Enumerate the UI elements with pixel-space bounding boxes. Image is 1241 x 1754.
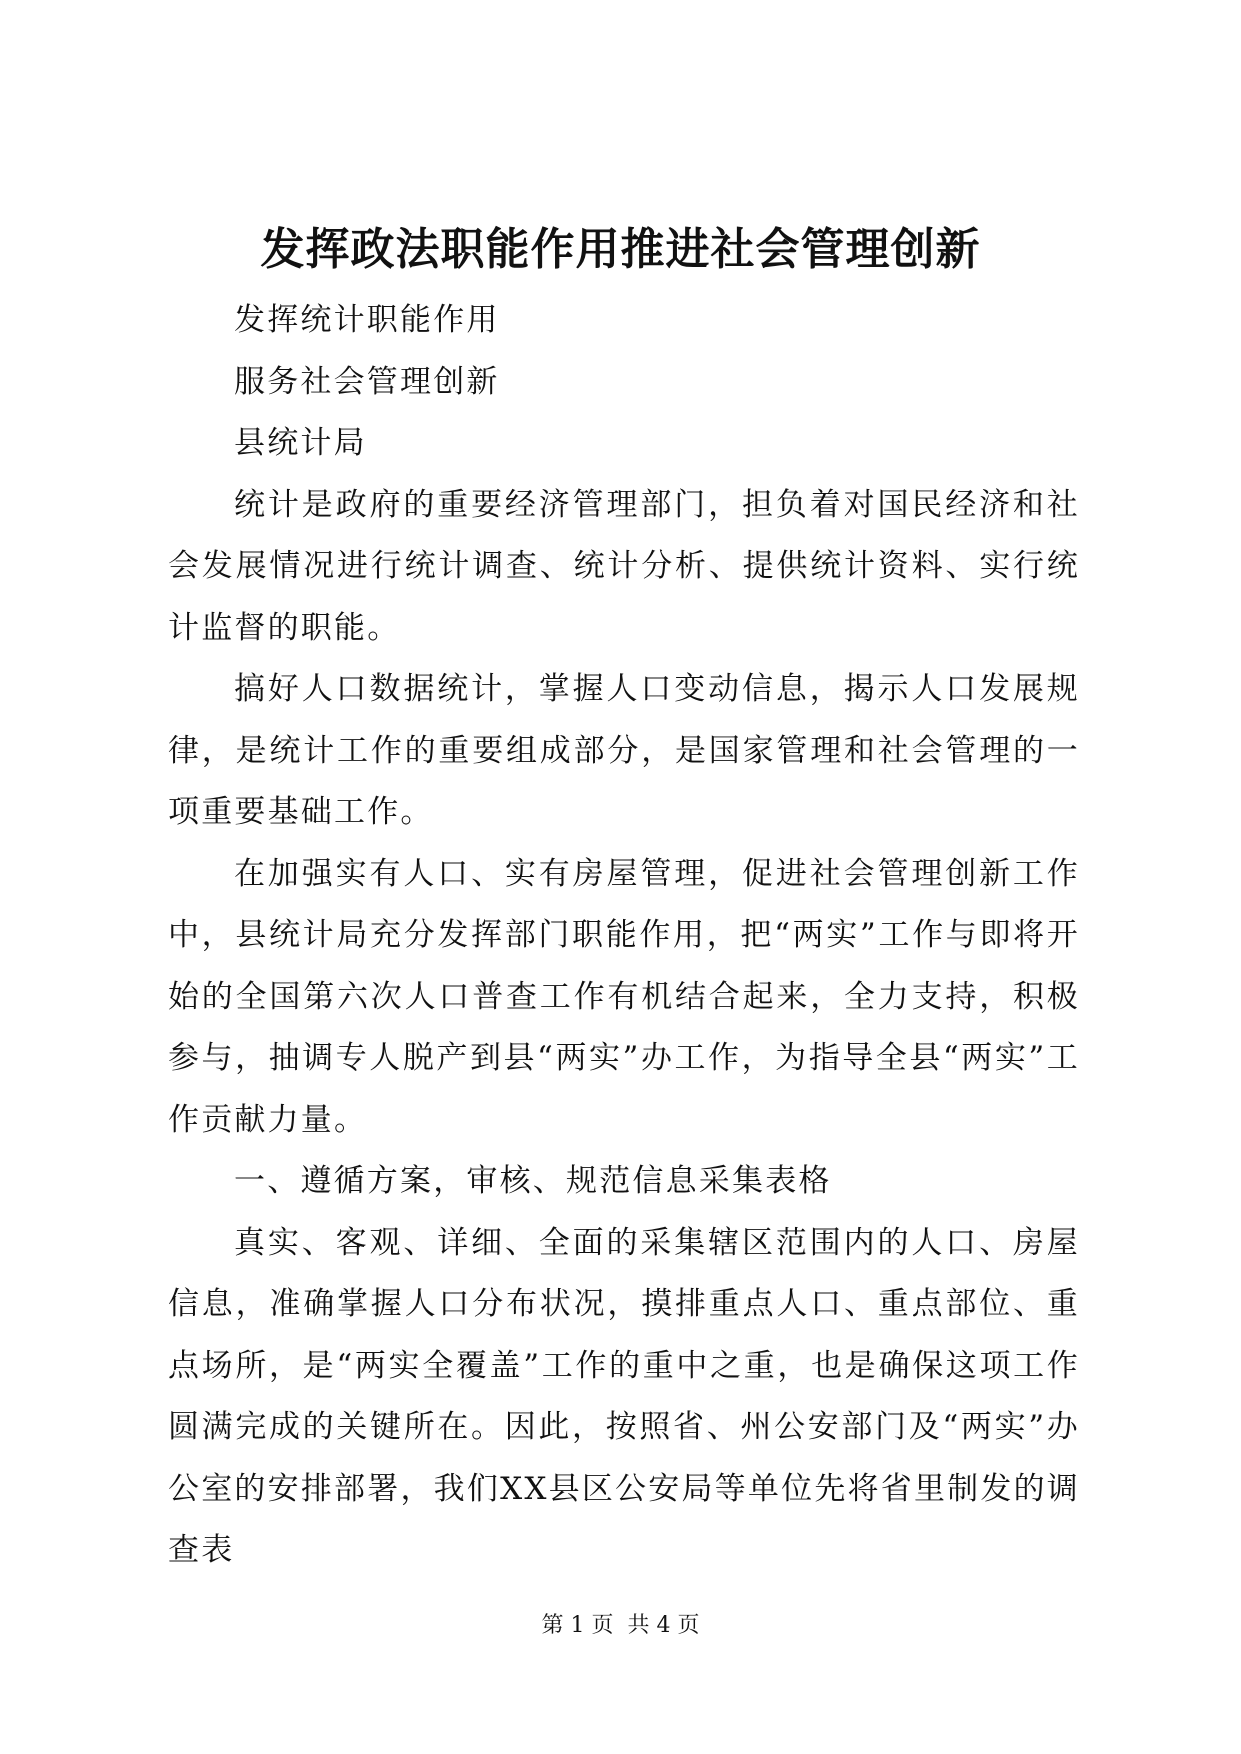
paragraph-intro: 统计是政府的重要经济管理部门，担负着对国民经济和社会发展情况进行统计调查、统计分析、提供统计资料、实行统计监督的职能。 — [168, 486, 1080, 646]
paragraph-two-reals: 在加强实有人口、实有房屋管理，促进社会管理创新工作中，县统计局充分发挥部门职能作用，把“两实”工作与即将开始的全国第六次人口普查工作有机结合起来，全力支持，积极参与，抽调专人脱产到县“两实”办工作，为指导全县“两实”工作贡献力量。 — [168, 855, 1080, 1138]
document-body — [168, 290, 1080, 1582]
section-heading-1: 一、遵循方案，审核、规范信息采集表格 — [234, 1163, 832, 1199]
paragraph-subtitle-2: 服务社会管理创新 — [234, 363, 500, 400]
page-number: 第 1 页 — [541, 1613, 614, 1638]
paragraph-subtitle-1: 发挥统计职能作用 — [234, 302, 500, 338]
document-title: 发挥政法职能作用推进社会管理创新 — [260, 224, 981, 275]
paragraph-collection: 真实、客观、详细、全面的采集辖区范围内的人口、房屋信息，准确掌握人口分布状况，摸排重点人口、重点部位、重点场所，是“两实全覆盖”工作的重中之重，也是确保这项工作圆满完成的关键所在。因此，按照省、州公安部门及“两实”办公室的安排部署，我们XX县区公安局等单位先将省里制发的调查表 — [168, 1224, 1080, 1568]
page-footer — [0, 1611, 1241, 1641]
page-total: 共 4 页 — [627, 1613, 700, 1638]
paragraph-population-stats: 搞好人口数据统计，掌握人口变动信息，揭示人口发展规律，是统计工作的重要组成部分，是国家管理和社会管理的一项重要基础工作。 — [168, 671, 1080, 830]
paragraph-author: 县统计局 — [234, 425, 367, 461]
